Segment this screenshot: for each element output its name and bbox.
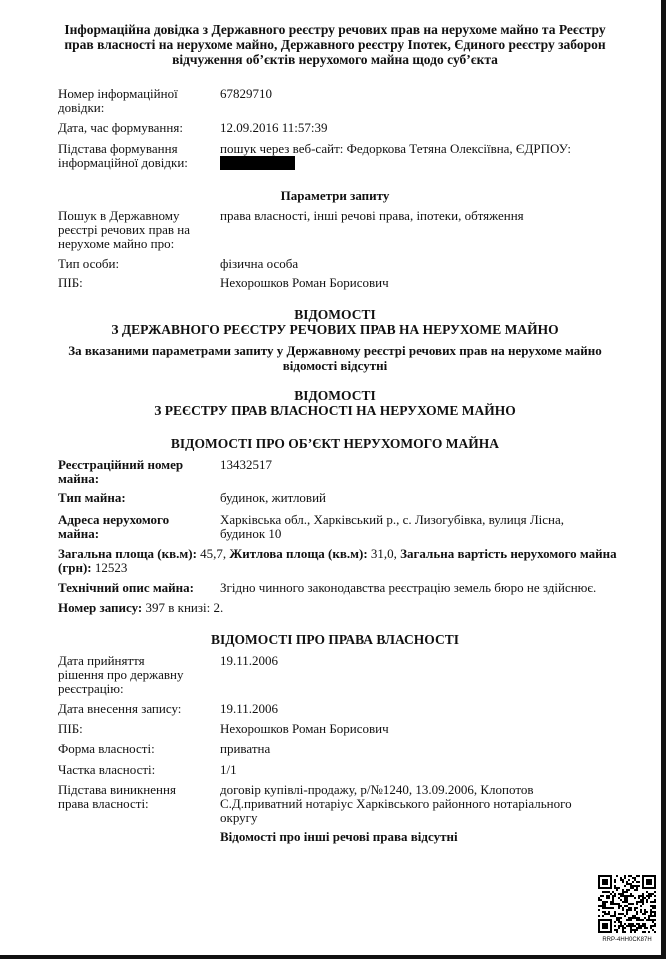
- info-basis-value: пошук через веб-сайт: Федоркова Тетяна Олексіївна, ЄДРПОУ:: [220, 141, 571, 156]
- section2-heading-line-2: З РЕЄСТРУ ПРАВ ВЛАСНОСТІ НА НЕРУХОМЕ МАЙНО: [154, 403, 516, 418]
- query-search-label: Пошук в Державному реєстрі речових прав на нерухоме майно про:: [58, 208, 190, 251]
- object-address-label: Адреса нерухомого майна:: [58, 512, 170, 541]
- query-person-type-label: Тип особи:: [58, 256, 120, 271]
- rights-heading: ВІДОМОСТІ ПРО ПРАВА ВЛАСНОСТІ: [211, 632, 459, 647]
- record-value: 397 в книзі: 2.: [145, 600, 224, 615]
- document-title: [40, 22, 630, 67]
- query-name-value: Нехорошков Роман Борисович: [220, 275, 389, 290]
- info-datetime-value: 12.09.2016 11:57:39: [220, 120, 328, 135]
- query-search-value: права власності, інші речові права, іпотеки, обтяження: [220, 208, 524, 223]
- object-type-label: Тип майна:: [58, 490, 126, 505]
- section1-note-line-2: відомості відсутні: [282, 358, 388, 373]
- query-person-type-value: фізична особа: [220, 256, 299, 271]
- rights-entry-label: Дата внесення запису:: [58, 701, 182, 716]
- query-name-label: ПІБ:: [58, 275, 83, 290]
- section2-heading-line-1: ВІДОМОСТІ: [294, 388, 376, 403]
- object-tech-label: Технічний опис майна:: [58, 580, 194, 595]
- rights-share-value: 1/1: [220, 762, 237, 777]
- rights-share-label: Частка власності:: [58, 762, 156, 777]
- rights-form-value: приватна: [220, 741, 271, 756]
- record-label: Номер запису:: [58, 600, 143, 615]
- section1-heading-line-1: ВІДОМОСТІ: [294, 307, 376, 322]
- living-area-label: Житлова площа (кв.м):: [229, 546, 368, 561]
- object-reg-label: Реєстраційний номер майна:: [58, 457, 184, 486]
- object-record-row: [58, 601, 633, 615]
- section1-heading: [40, 307, 630, 337]
- object-type-value: будинок, житловий: [220, 490, 326, 505]
- info-datetime-label: Дата, час формування:: [58, 120, 183, 135]
- rights-decision-value: 19.11.2006: [220, 653, 279, 668]
- object-heading: ВІДОМОСТІ ПРО ОБ’ЄКТ НЕРУХОМОГО МАЙНА: [170, 436, 500, 451]
- title-line-1: Інформаційна довідка з Державного реєстру речових прав на нерухоме майно та Реєстру: [64, 22, 606, 37]
- total-area-value: 45,7: [200, 546, 223, 561]
- section1-note-line-1: За вказаними параметрами запиту у Державному реєстрі речових прав на нерухоме майно: [68, 343, 602, 358]
- rights-entry-value: 19.11.2006: [220, 701, 279, 716]
- query-heading: Параметри запиту: [280, 188, 390, 203]
- rights-basis-label: Підстава виникнення права власності:: [58, 782, 176, 811]
- object-address-value: Харківська обл., Харківський р., с. Лизогубівка, вулиця Лісна, будинок 10: [220, 512, 565, 541]
- rights-name-label: ПІБ:: [58, 721, 83, 736]
- object-tech-value: Згідно чинного законодавства реєстрацію земель бюро не здійснює.: [220, 580, 597, 595]
- scan-edge-bottom: [0, 955, 666, 959]
- info-number-label: Номер інформаційної довідки:: [58, 86, 178, 115]
- living-area-value: 31,0: [370, 546, 394, 561]
- section2-heading: [40, 388, 630, 418]
- info-basis-label: Підстава формування інформаційної довідки:: [58, 141, 188, 170]
- cost-value: 12523: [94, 560, 128, 575]
- rights-basis-value: договір купівлі-продажу, р/№1240, 13.09.2006, Клопотов С.Д.приватний нотаріус Харківського районного нотаріального округу: [220, 782, 572, 825]
- redaction-block: [220, 156, 295, 170]
- title-line-3: відчуження об’єктів нерухомого майна щодо суб’єкта: [172, 52, 498, 67]
- rights-decision-label: Дата прийняття рішення про державну реєстрацію:: [58, 653, 184, 696]
- qr-code-label: RRP-4HH0CK87H: [602, 937, 652, 943]
- rights-name-value: Нехорошков Роман Борисович: [220, 721, 389, 736]
- title-line-2: прав власності на нерухоме майно, Державного реєстру Іпотек, Єдиного реєстру заборон: [64, 37, 606, 52]
- cost-label: Загальна вартість нерухомого майна (грн):: [58, 546, 617, 575]
- rights-other-note: Відомості про інші речові права відсутні: [220, 829, 458, 844]
- section1-heading-line-2: З ДЕРЖАВНОГО РЕЄСТРУ РЕЧОВИХ ПРАВ НА НЕРУХОМЕ МАЙНО: [111, 322, 559, 337]
- section1-note: [40, 343, 630, 373]
- scan-edge-right: [661, 0, 666, 959]
- info-number-value: 67829710: [220, 86, 272, 101]
- total-area-label: Загальна площа (кв.м):: [58, 546, 197, 561]
- rights-form-label: Форма власності:: [58, 741, 155, 756]
- object-reg-value: 13432517: [220, 457, 272, 472]
- qr-code-icon: [598, 875, 656, 933]
- object-area-row: Загальна площа (кв.м): 45,7, Житлова площа (кв.м): 31,0, Загальна вартість нерухомого майна (грн): 12523: [58, 546, 617, 575]
